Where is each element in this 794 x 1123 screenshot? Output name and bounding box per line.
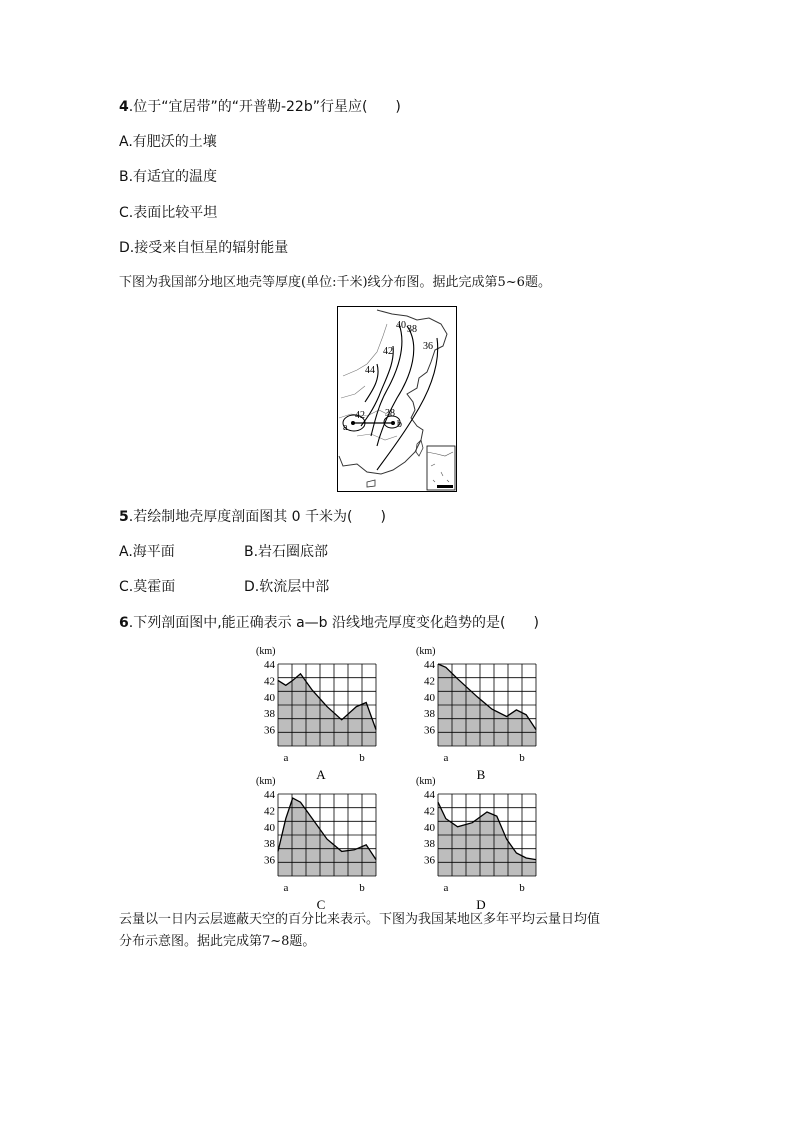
- y-tick-label: 44: [424, 659, 435, 671]
- y-axis-unit: (km): [416, 776, 436, 787]
- y-tick-label: 42: [264, 675, 275, 688]
- y-tick-label: 36: [424, 854, 435, 867]
- x-label-b: b: [519, 752, 525, 764]
- y-tick-label: 36: [264, 724, 275, 737]
- y-tick-label: 42: [424, 675, 435, 688]
- question-number: 5: [119, 509, 129, 525]
- y-tick-label: 42: [264, 805, 275, 818]
- x-label-a: a: [443, 752, 449, 764]
- question-number: 4: [119, 99, 129, 115]
- x-label-a: a: [283, 882, 289, 894]
- y-tick-label: 36: [424, 724, 435, 737]
- q5-option-a: A.海平面: [119, 544, 175, 560]
- y-tick-label: 40: [264, 691, 275, 704]
- q4-option-d: D.接受来自恒星的辐射能量: [119, 240, 289, 256]
- y-axis-unit: (km): [416, 646, 436, 657]
- q5-option-c: C.莫霍面: [119, 579, 176, 595]
- x-label-a: a: [283, 752, 289, 764]
- y-tick-label: 38: [424, 708, 435, 721]
- y-tick-label: 44: [264, 789, 275, 801]
- contour-label: 42: [355, 410, 365, 421]
- point-b-label: b: [397, 419, 402, 430]
- y-axis-unit: (km): [256, 646, 276, 657]
- y-tick-label: 38: [264, 838, 275, 851]
- x-label-b: b: [359, 752, 365, 764]
- intro-7-8-line-2: 分布示意图。据此完成第7~8题。: [119, 934, 316, 949]
- y-tick-label: 36: [264, 854, 275, 867]
- chart-caption: B: [476, 767, 486, 782]
- x-label-b: b: [519, 882, 525, 894]
- q5-option-b: B.岩石圈底部: [244, 544, 329, 560]
- question-text: .若绘制地壳厚度剖面图其 0 千米为( ): [128, 509, 386, 525]
- crust-thickness-map: [337, 306, 457, 492]
- q5-option-d: D.软流层中部: [244, 579, 330, 595]
- y-tick-label: 38: [424, 838, 435, 851]
- y-tick-label: 40: [424, 691, 435, 704]
- profile-chart-a: [256, 646, 376, 782]
- contour-label: 38: [385, 408, 395, 419]
- y-tick-label: 38: [264, 708, 275, 721]
- contour-label: 40: [396, 320, 406, 331]
- question-text: .位于“宜居带”的“开普勒-22b”行星应( ): [128, 99, 401, 115]
- map-svg: [337, 306, 457, 492]
- y-axis-unit: (km): [256, 776, 276, 787]
- profile-area: [278, 674, 376, 746]
- profile-area: [438, 802, 536, 876]
- question-6-stem: [119, 614, 539, 632]
- profile-charts: [240, 642, 570, 912]
- y-tick-label: 40: [424, 821, 435, 834]
- profile-area: [278, 798, 376, 876]
- question-number: 6: [119, 615, 129, 631]
- point-a-label: a: [343, 422, 348, 433]
- question-4-stem: [119, 98, 401, 116]
- contour-label: 42: [383, 346, 393, 357]
- y-tick-label: 42: [424, 805, 435, 818]
- profile-chart-c: [256, 776, 376, 912]
- profile-chart-b: [416, 646, 536, 782]
- y-tick-label: 40: [264, 821, 275, 834]
- contour-label: 36: [423, 341, 433, 352]
- point-a-dot: [351, 421, 355, 425]
- chart-caption: A: [316, 767, 326, 782]
- x-label-b: b: [359, 882, 365, 894]
- q4-option-a: A.有肥沃的土壤: [119, 134, 217, 150]
- intro-5-6: 下图为我国部分地区地壳等厚度(单位:千米)线分布图。据此完成第5~6题。: [119, 275, 551, 290]
- question-5-stem: [119, 508, 386, 526]
- y-tick-label: 44: [264, 659, 275, 671]
- intro-7-8-line-1: 云量以一日内云层遮蔽天空的百分比来表示。下图为我国某地区多年平均云量日均值: [119, 912, 601, 927]
- q4-option-b: B.有适宜的温度: [119, 169, 218, 185]
- point-b-dot: [391, 421, 395, 425]
- contour-label: 44: [365, 365, 375, 376]
- inset-scale-bar: [437, 485, 453, 488]
- y-tick-label: 44: [424, 789, 435, 801]
- q4-option-c: C.表面比较平坦: [119, 205, 218, 221]
- chart-caption: C: [316, 897, 326, 912]
- chart-caption: D: [476, 897, 486, 912]
- profile-chart-d: [416, 776, 536, 912]
- x-label-a: a: [443, 882, 449, 894]
- contour-label: 38: [407, 324, 417, 335]
- question-text: .下列剖面图中,能正确表示 a—b 沿线地壳厚度变化趋势的是( ): [128, 615, 539, 631]
